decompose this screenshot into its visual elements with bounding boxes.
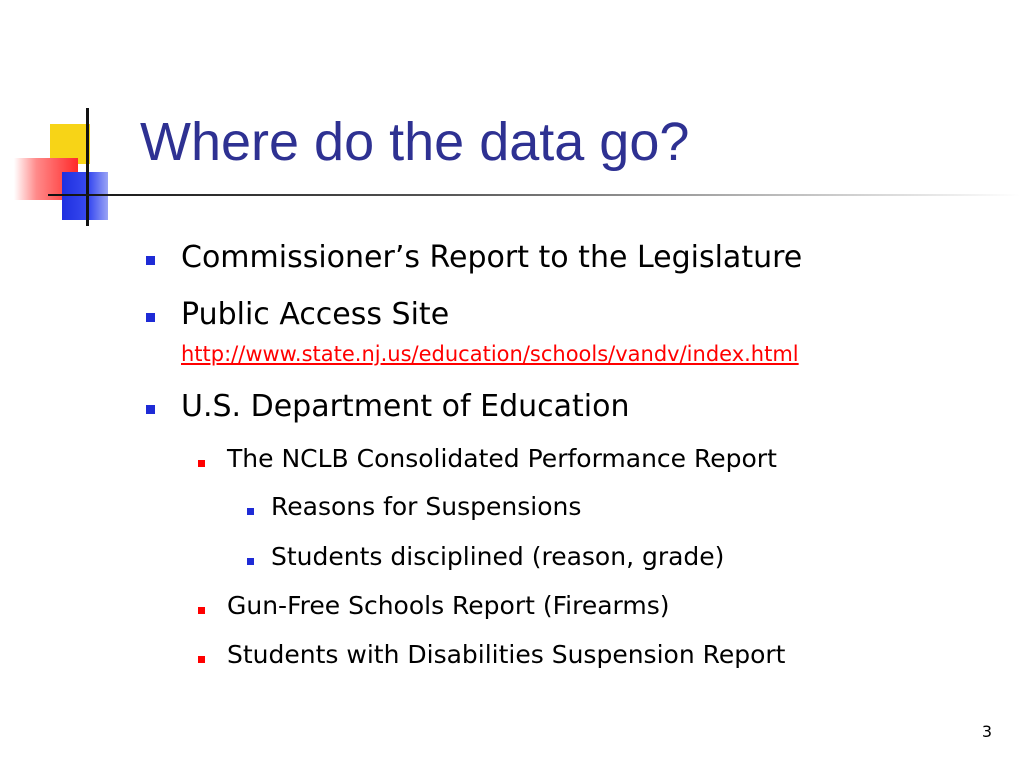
bullet-marker-2 — [146, 313, 155, 322]
bullet-marker-5 — [247, 508, 254, 515]
bullet-item-5: Reasons for Suspensions — [271, 492, 582, 521]
bullet-item-4: The NCLB Consolidated Performance Report — [227, 444, 777, 473]
bullet-item-8: Students with Disabilities Suspension Report — [227, 640, 786, 669]
bullet-marker-4 — [198, 460, 205, 467]
bullet-marker-3 — [146, 405, 155, 414]
bullet-item-6: Students disciplined (reason, grade) — [271, 542, 725, 571]
bullet-marker-6 — [247, 558, 254, 565]
page-number: 3 — [981, 722, 992, 741]
bullet-marker-8 — [198, 656, 205, 663]
bullet-marker-1 — [146, 256, 155, 265]
bullet-item-1: Commissioner’s Report to the Legislature — [181, 240, 803, 275]
bullet-marker-7 — [198, 607, 205, 614]
bullet-item-3: U.S. Department of Education — [181, 389, 630, 424]
bullet-item-7: Gun-Free Schools Report (Firearms) — [227, 591, 670, 620]
bullet-item-2: Public Access Site — [181, 297, 450, 332]
slide-title: Where do the data go? — [140, 112, 690, 172]
public-access-link[interactable]: http://www.state.nj.us/education/schools/vandv/index.html — [181, 342, 799, 366]
